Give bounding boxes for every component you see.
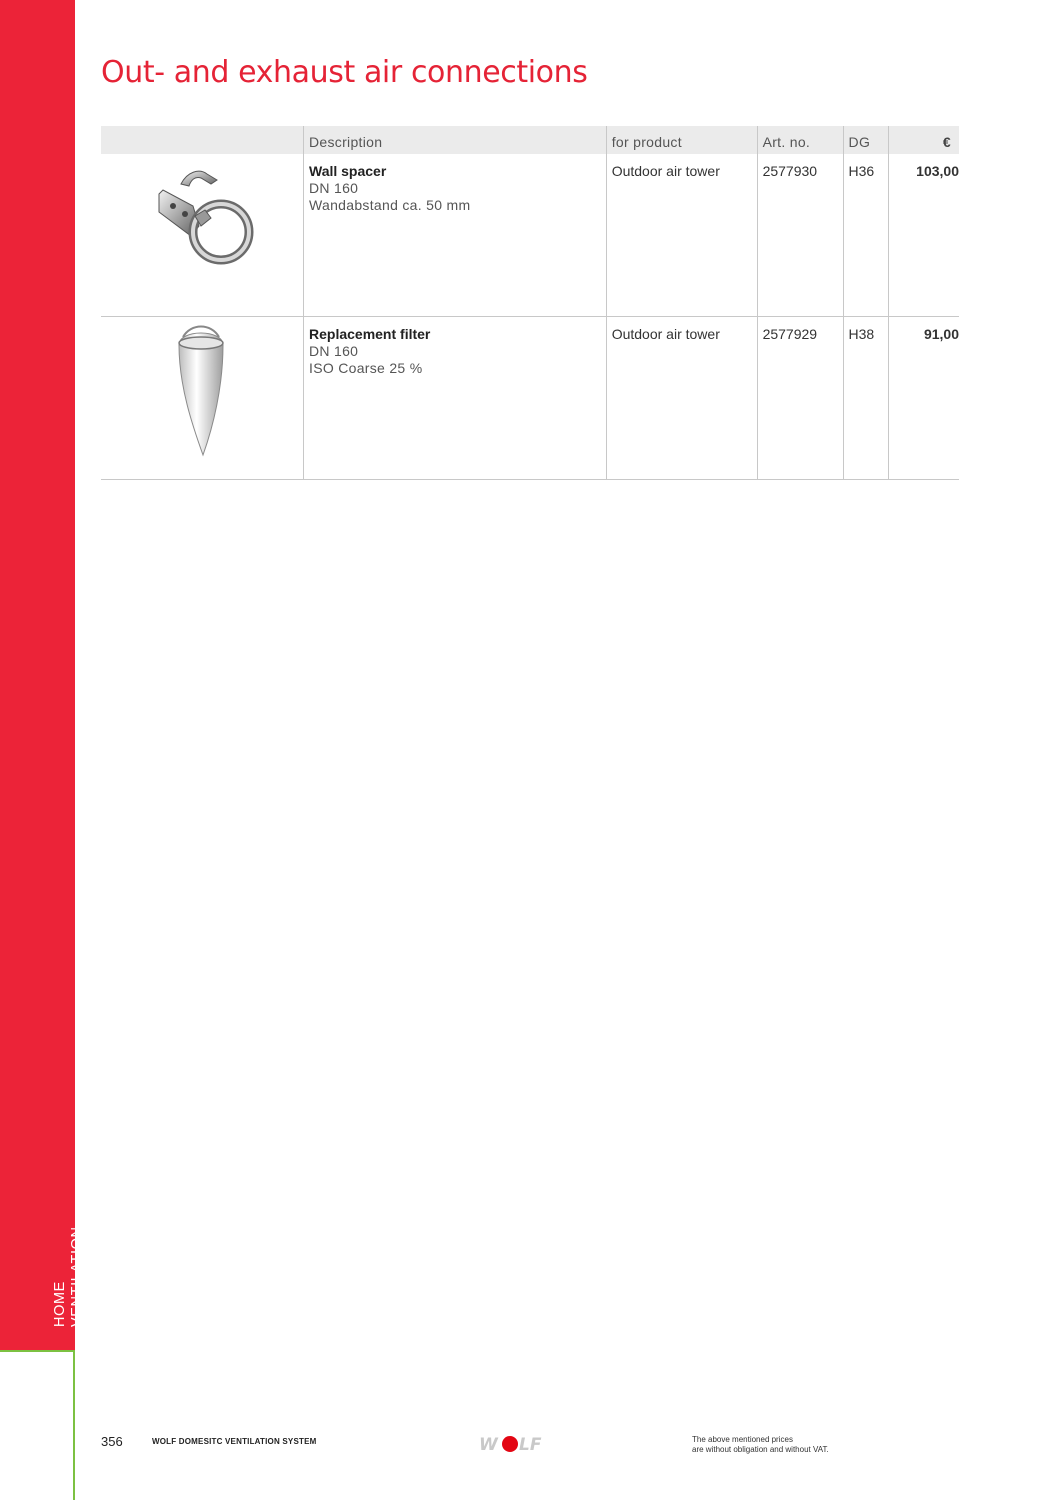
product-name: Wall spacer [309, 163, 387, 179]
header-dg: DG [843, 126, 888, 154]
sidebar-section-label [52, 1207, 86, 1327]
price-disclaimer [692, 1435, 829, 1455]
table-header-row [101, 126, 959, 154]
product-dg-cell: H36 [843, 154, 888, 317]
product-price-cell: 91,00 [888, 317, 959, 480]
price-disclaimer-line1: The above mentioned prices [692, 1435, 793, 1444]
wolf-logo [479, 1433, 543, 1460]
wolf-logo-icon [479, 1433, 543, 1455]
svg-text:W: W [479, 1435, 499, 1455]
product-description-cell [304, 154, 607, 317]
sidebar-label-line1: HOME [52, 1281, 68, 1327]
product-detail-line2: Wandabstand ca. 50 mm [309, 197, 471, 213]
page-title: Out- and exhaust air connections [101, 55, 588, 90]
product-image-cell [101, 154, 304, 317]
price-disclaimer-line2: are without obligation and without VAT. [692, 1445, 829, 1454]
wall-spacer-icon [101, 154, 303, 312]
header-price: € [888, 126, 959, 154]
table-row [101, 154, 959, 317]
product-table [101, 126, 959, 480]
product-art-no-cell: 2577929 [757, 317, 843, 480]
product-for-product-cell: Outdoor air tower [606, 154, 757, 317]
sidebar-footer-area [0, 1350, 75, 1500]
table-row [101, 317, 959, 480]
product-detail-line2: ISO Coarse 25 % [309, 360, 423, 376]
filter-bag-icon [101, 317, 303, 475]
product-detail-line1: DN 160 [309, 180, 359, 196]
product-detail-line1: DN 160 [309, 343, 359, 359]
header-art-no: Art. no. [757, 126, 843, 154]
header-image-cell [101, 126, 304, 154]
header-description: Description [304, 126, 607, 154]
header-for-product: for product [606, 126, 757, 154]
footer-brand-text: WOLF DOMESITC VENTILATION SYSTEM [152, 1437, 317, 1446]
product-price-cell: 103,00 [888, 154, 959, 317]
svg-text:LF: LF [519, 1435, 542, 1455]
product-for-product-cell: Outdoor air tower [606, 317, 757, 480]
sidebar-label-line2: VENTILATION [69, 1226, 85, 1327]
product-description-cell [304, 317, 607, 480]
sidebar-band [0, 0, 75, 1350]
page-number: 356 [101, 1434, 123, 1449]
product-name: Replacement filter [309, 326, 431, 342]
product-image-cell [101, 317, 304, 480]
product-dg-cell: H38 [843, 317, 888, 480]
product-art-no-cell: 2577930 [757, 154, 843, 317]
